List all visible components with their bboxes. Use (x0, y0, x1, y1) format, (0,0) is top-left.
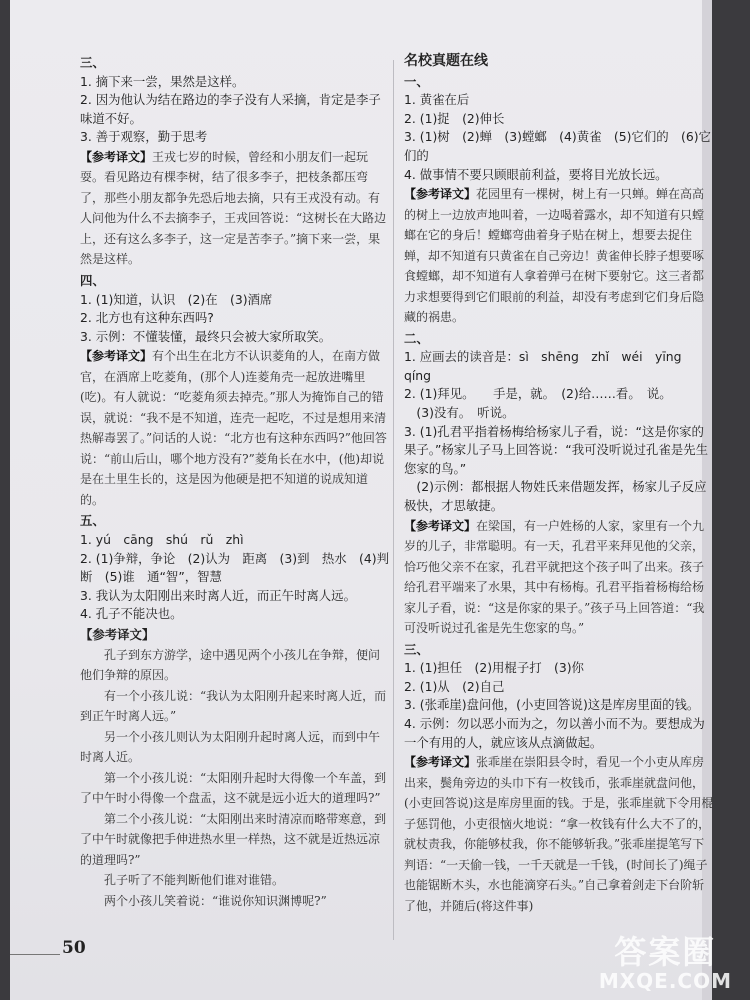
reference-translation (404, 752, 714, 916)
answer-item: 3. 示例：不懂装懂，最终只会被大家所取笑。 (80, 328, 332, 344)
answer-item: 4. 孔子不能决也。 (80, 606, 183, 622)
answer-item: 1. yú cāng shú rǔ zhì (80, 531, 244, 547)
watermark (599, 934, 732, 992)
translation-paragraph: 另一个小孩儿则认为太阳刚升起时离人远，而到中午时离人近。 (80, 729, 381, 764)
translation-paragraph: 第二个小孩儿说：“太阳刚出来时清凉而略带寒意，到了中午时就像把手伸进热水里一样热，这不就是近热远凉的道理吗?” (80, 811, 387, 867)
watermark-url: MXQE.COM (598, 969, 732, 993)
answer-item: 4. 示例：勿以恶小而为之，勿以善小而不为。要想成为一个有用的人，就应该从点滴做起。 (404, 715, 705, 750)
translation-text: 张乖崖在崇阳县令时，看见一个小吏从库房出来，鬓角旁边的头巾下有一枚钱币，张乖崖就盘问他，(小吏回答说)这是库房里面的钱。于是，张乖崖就下令用棍子惩罚他，小吏很恼火地说：“拿一枚钱有什么大不了的，就杖责我，你能够杖我，你不能够斩我。”张乖崖提笔写下判语：“一天偷一钱，一千天就是一千钱，(时间长了)绳子也能锯断木头，水也能滴穿石头。”自己拿着剑走下台阶斩了他，并随后(将这件事) (404, 755, 714, 913)
answer-item: 4. 做事情不要只顾眼前利益，要将目光放长远。 (404, 166, 668, 182)
answer-item: 2. (1)从 (2)自己 (404, 678, 505, 694)
translation-text: 在梁国，有一户姓杨的人家，家里有一个九岁的儿子，非常聪明。有一天，孔君平来拜见他的父亲，恰巧他父亲不在家，孔君平就把这个孩子叫了出来。孩子给孔君平端来了水果，其中有杨梅。孔君平指着杨梅给杨家儿子看，说：“这是你家的果子。”孩子马上回答道：“我可没听说过孔雀是先生您家的鸟。” (404, 518, 705, 636)
answer-item: 1. (1)担任 (2)用棍子打 (3)你 (404, 660, 584, 676)
section-heading: 三、 (80, 55, 105, 70)
column-divider (393, 60, 394, 940)
translation-paragraph: 孔子听了不能判断他们谁对谁错。 (104, 873, 285, 887)
section-heading: 二、 (404, 330, 429, 346)
answer-item: 2. (1)拜见。 手是，就。 (2)给……看。 说。 (404, 386, 672, 402)
answer-item: 2. (1)捉 (2)伸长 (404, 110, 505, 126)
right-column (404, 52, 714, 916)
section-heading: 【参考译文】 (80, 626, 155, 642)
answer-item: 3. (1)树 (2)蝉 (3)螳螂 (4)黄雀 (5)它们的 (6)它们的 (404, 129, 711, 163)
translation-text: 王戎七岁的时候，曾经和小朋友们一起玩耍。看见路边有棵李树，结了很多李子，把枝条都压弯了，那些小朋友都争先恐后地去摘，只有王戎没有动。有人问他为什么不去摘李子，王戎回答说：“这树长在大路边上，还有这么多李子，这一定是苦李子。”摘下来一尝，果然是这样。 (80, 149, 387, 267)
section-heading: 一、 (404, 73, 429, 89)
translation-text: 花园里有一棵树，树上有一只蝉。蝉在高高的树上一边放声地叫着，一边喝着露水，却不知道有只螳螂在它的身后！螳螂弯曲着身子贴在树上，想要去捉住蝉，却不知道有只黄雀在自己旁边！黄雀伸长脖子想要啄食螳螂，却不知道有人拿着弹弓在树下要射它。这三者都力求想要得到它们眼前的利益，却没有考虑到它们身后隐藏的祸患。 (404, 187, 705, 325)
answer-item: 2. 北方也有这种东西吗? (80, 310, 214, 326)
answer-item: 1. 黄雀在后 (404, 92, 470, 108)
page-number: 50 (62, 938, 86, 958)
reference-translation (404, 516, 714, 639)
answer-item: 1. 摘下来一尝，果然是这样。 (80, 73, 245, 89)
translation-text: 有个出生在北方不认识菱角的人，在南方做官，在酒席上吃菱角，(那个人)连菱角壳一起放进嘴里(吃)。有人就说：“吃菱角须去掉壳。”那人为掩饰自己的错误，就说：“我不是不知道，连壳一起吃，不过是想用来清热解毒罢了。”问话的人说：“北方也有这种东西吗?”他回答说：“前山后山，哪个地方没有?”菱角长在水中，(他)却说是在土里生长的，这是因为他硬是把不知道的说成知道的。 (80, 349, 387, 507)
translation-paragraph: 孔子到东方游学，途中遇见两个小孩儿在争辩，便问他们争辩的原因。 (80, 647, 381, 682)
left-column (80, 52, 390, 911)
translation-paragraph: 有一个小孩儿说：“我认为太阳刚升起来时离人近，而到正午时离人远。” (80, 688, 387, 723)
translation-tag: 【参考译文】 (404, 187, 477, 202)
reference-translation (80, 346, 390, 510)
reference-translation (80, 147, 390, 270)
answer-item: 3. (1)孔君平指着杨梅给杨家儿子看，说：“这是你家的果子。”杨家儿子马上回答说：“我可没听说过孔雀是先生您家的鸟。” (404, 423, 709, 476)
answer-item: (2)示例：都根据人物姓氏来借题发挥，杨家儿子反应极快，才思敏捷。 (404, 479, 707, 513)
column-heading: 名校真题在线 (404, 53, 488, 69)
answer-item: (3)没有。 听说。 (404, 405, 515, 421)
translation-tag: 【参考译文】 (80, 349, 153, 364)
answer-item: 3. 我认为太阳刚出来时离人近，而正午时离人远。 (80, 587, 356, 603)
answer-item: 1. 应画去的读音是：sì shēng zhǐ wéi yīng qíng (404, 349, 694, 383)
translation-paragraph: 两个小孩儿笑着说：“谁说你知识渊博呢?” (104, 893, 327, 908)
answer-item: 3. 善于观察，勤于思考 (80, 129, 208, 145)
reference-translation (404, 184, 714, 328)
section-heading: 三、 (404, 641, 429, 657)
section-heading: 四、 (80, 272, 105, 288)
answer-item: 3. (张乖崖)盘问他，(小吏回答说)这是库房里面的钱。 (404, 697, 700, 713)
answer-item: 2. (1)争辩，争论 (2)认为 距离 (3)到 热水 (4)判断 (5)谁 通“智”，智慧 (80, 550, 389, 585)
answer-item: 1. (1)知道，认识 (2)在 (3)酒席 (80, 291, 273, 307)
translation-tag: 【参考译文】 (404, 755, 477, 770)
translation-tag: 【参考译文】 (404, 518, 477, 533)
answer-item: 2. 因为他认为结在路边的李子没有人采摘，肯定是李子味道不好。 (80, 92, 381, 126)
watermark-title: 答案圈 (614, 933, 717, 971)
page-number-rule (10, 954, 60, 955)
translation-tag: 【参考译文】 (80, 149, 153, 164)
translation-paragraph: 第一个小孩儿说：“太阳刚升起时大得像一个车盖，到了中午时小得像一个盘盂，这不就是远小近大的道理吗?” (80, 770, 387, 805)
section-heading: 五、 (80, 513, 105, 529)
